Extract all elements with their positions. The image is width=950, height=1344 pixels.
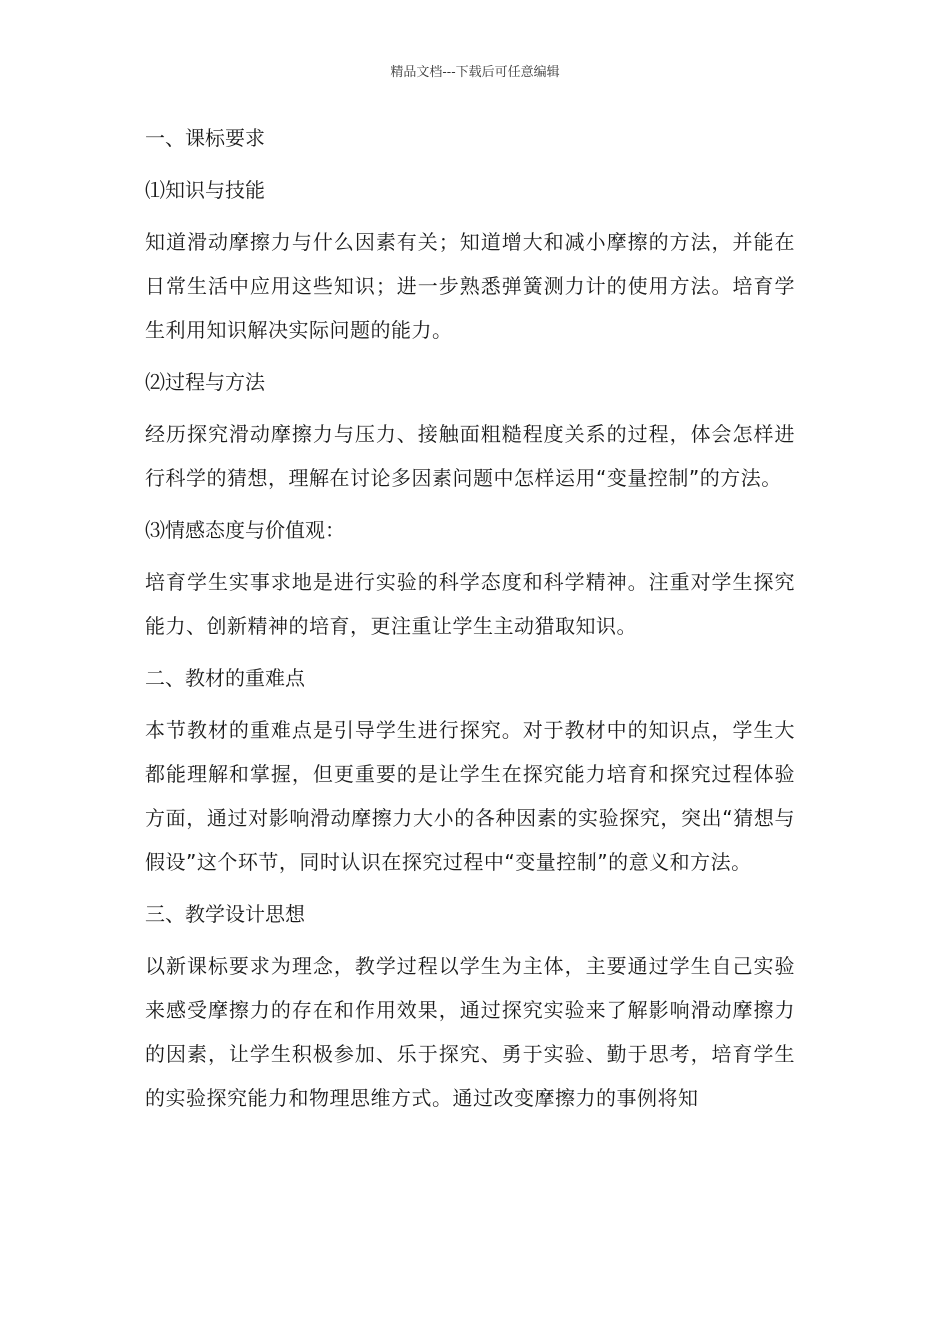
- subheading-knowledge-skills: ⑴知识与技能: [145, 178, 265, 202]
- paragraph-key-points: 本节教材的重难点是引导学生进行探究。对于教材中的知识点，学生大都能理解和掌握，但更重要的是让学生在探究能力培育和探究过程体验方面，通过对影响滑动摩擦力大小的各种因素的实验探究，突出“猜想与假设”这个环节，同时认识在探究过程中“变量控制”的意义和方法。: [145, 718, 795, 874]
- paragraph-process-method: 经历探究滑动摩擦力与压力、接触面粗糙程度关系的过程，体会怎样进行科学的猜想，理解在讨论多因素问题中怎样运用“变量控制”的方法。: [145, 422, 795, 490]
- section-heading-design-idea: 三、教学设计思想: [145, 902, 305, 926]
- paragraph-attitude-values: 培育学生实事求地是进行实验的科学态度和科学精神。注重对学生探究能力、创新精神的培育，更注重让学生主动猎取知识。: [145, 570, 795, 638]
- subheading-process-method: ⑵过程与方法: [145, 370, 265, 394]
- document-body: [145, 116, 795, 1120]
- subheading-attitude-values: ⑶情感态度与价值观：: [145, 518, 345, 542]
- section-heading-key-points: 二、教材的重难点: [145, 666, 305, 690]
- paragraph-design-idea: 以新课标要求为理念，教学过程以学生为主体，主要通过学生自己实验来感受摩擦力的存在和作用效果，通过探究实验来了解影响滑动摩擦力的因素，让学生积极参加、乐于探究、勇于实验、勤于思考，培育学生的实验探究能力和物理思维方式。通过改变摩擦力的事例将知: [145, 954, 795, 1110]
- page-header: 精品文档---下载后可任意编辑: [390, 65, 560, 80]
- section-heading-curriculum: 一、课标要求: [145, 126, 265, 150]
- paragraph-knowledge-skills: 知道滑动摩擦力与什么因素有关；知道增大和减小摩擦的方法，并能在日常生活中应用这些知识；进一步熟悉弹簧测力计的使用方法。培育学生利用知识解决实际问题的能力。: [145, 230, 795, 342]
